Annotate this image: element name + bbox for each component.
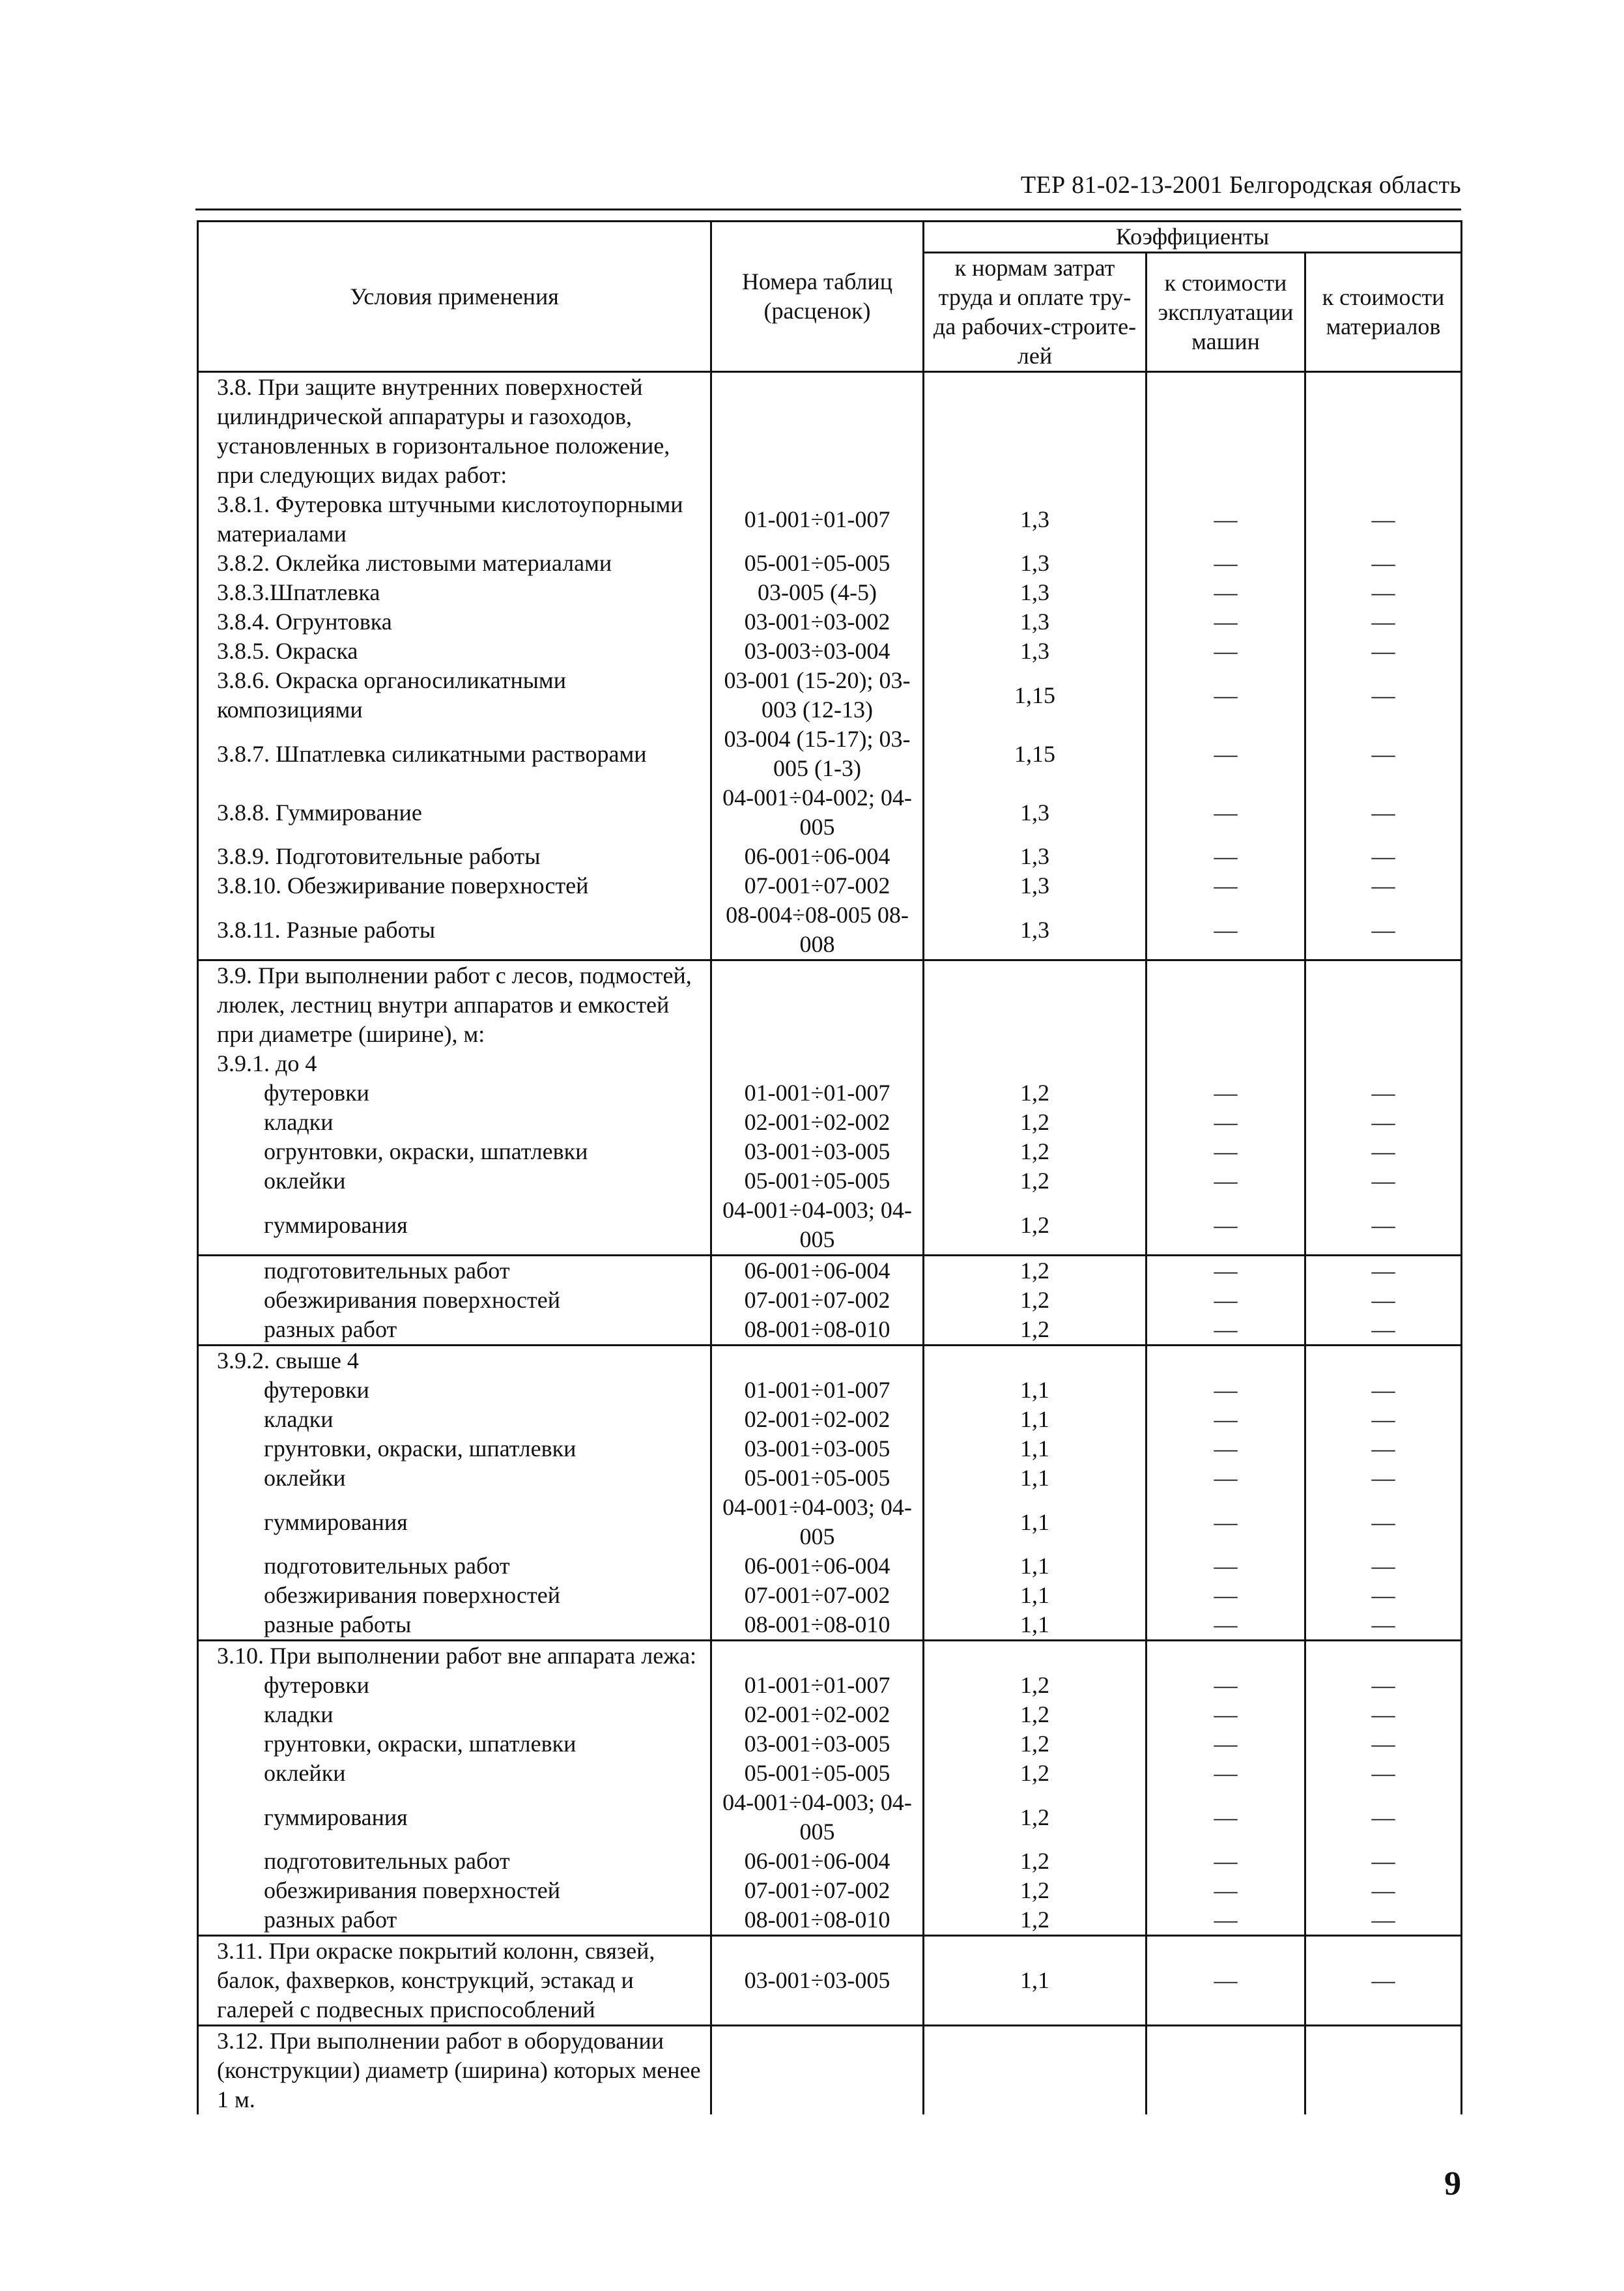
condition-cell: 3.8.6. Окраска органосиликатными композициями: [198, 666, 711, 725]
condition-cell: 3.12. При выполнении работ в оборудовании (конструкции) диаметр (ширина) которых менее 1 м.: [198, 2026, 711, 2115]
table-numbers-cell: 03-005 (4-5): [711, 578, 924, 607]
labor-coefficient-cell: 1,15: [924, 725, 1147, 783]
labor-coefficient-cell: [924, 960, 1147, 1050]
machines-coefficient-cell: —: [1147, 1463, 1305, 1493]
materials-coefficient-cell: [1305, 372, 1462, 491]
table-row: [198, 1700, 1462, 1729]
machines-coefficient-cell: —: [1147, 1376, 1305, 1405]
materials-coefficient-cell: [1305, 1049, 1462, 1078]
materials-coefficient-cell: —: [1305, 490, 1462, 549]
table-numbers-cell: 03-001÷03-002: [711, 607, 924, 637]
table-row: [198, 2026, 1462, 2115]
machines-coefficient-cell: —: [1147, 1493, 1305, 1551]
machines-coefficient-cell: —: [1147, 1078, 1305, 1108]
table-row: [198, 1610, 1462, 1641]
machines-coefficient-cell: —: [1147, 1108, 1305, 1137]
machines-coefficient-cell: [1147, 1346, 1305, 1376]
condition-cell: оклейки: [198, 1463, 711, 1493]
table-numbers-cell: 01-001÷01-007: [711, 1376, 924, 1405]
condition-cell: кладки: [198, 1405, 711, 1434]
table-numbers-cell: 05-001÷05-005: [711, 1463, 924, 1493]
machines-coefficient-cell: —: [1147, 607, 1305, 637]
condition-cell: 3.9. При выполнении работ с лесов, подмостей, люлек, лестниц внутри аппаратов и емкостей при диаметре (ширине), м:: [198, 960, 711, 1050]
materials-coefficient-cell: —: [1305, 1905, 1462, 1936]
materials-coefficient-cell: —: [1305, 1936, 1462, 2026]
condition-cell: кладки: [198, 1700, 711, 1729]
condition-cell: обезжиривания поверхностей: [198, 1286, 711, 1315]
table-row: [198, 960, 1462, 1050]
machines-coefficient-cell: —: [1147, 490, 1305, 549]
table-row: [198, 1196, 1462, 1256]
condition-cell: 3.8.9. Подготовительные работы: [198, 842, 711, 871]
condition-cell: грунтовки, окраски, шпатлевки: [198, 1434, 711, 1463]
labor-coefficient-cell: 1,3: [924, 549, 1147, 578]
table-row: [198, 1788, 1462, 1847]
materials-coefficient-cell: —: [1305, 842, 1462, 871]
header-tables: Номера таблиц (расценок): [711, 222, 924, 372]
machines-coefficient-cell: —: [1147, 783, 1305, 842]
table-row: [198, 1286, 1462, 1315]
labor-coefficient-cell: 1,2: [924, 1166, 1147, 1196]
materials-coefficient-cell: —: [1305, 1700, 1462, 1729]
table-row: [198, 1847, 1462, 1876]
table-row: [198, 1641, 1462, 1671]
machines-coefficient-cell: —: [1147, 1315, 1305, 1346]
labor-coefficient-cell: [924, 1641, 1147, 1671]
materials-coefficient-cell: —: [1305, 1315, 1462, 1346]
machines-coefficient-cell: —: [1147, 871, 1305, 901]
materials-coefficient-cell: —: [1305, 1137, 1462, 1166]
table-row: [198, 1551, 1462, 1581]
header-coefficients: Коэффициенты: [924, 222, 1462, 253]
materials-coefficient-cell: —: [1305, 578, 1462, 607]
materials-coefficient-cell: —: [1305, 1581, 1462, 1610]
table-numbers-cell: [711, 1641, 924, 1671]
materials-coefficient-cell: —: [1305, 1788, 1462, 1847]
table-row: [198, 549, 1462, 578]
labor-coefficient-cell: 1,1: [924, 1493, 1147, 1551]
table-row: [198, 1581, 1462, 1610]
condition-cell: 3.8.5. Окраска: [198, 637, 711, 666]
table-row: [198, 1876, 1462, 1905]
table-row: [198, 607, 1462, 637]
machines-coefficient-cell: —: [1147, 1729, 1305, 1759]
table-row: [198, 1759, 1462, 1788]
materials-coefficient-cell: —: [1305, 1078, 1462, 1108]
condition-cell: 3.8.7. Шпатлевка силикатными растворами: [198, 725, 711, 783]
labor-coefficient-cell: 1,3: [924, 607, 1147, 637]
machines-coefficient-cell: —: [1147, 1936, 1305, 2026]
table-body: [198, 372, 1462, 2115]
machines-coefficient-cell: —: [1147, 1847, 1305, 1876]
table-numbers-cell: 03-001÷03-005: [711, 1936, 924, 2026]
labor-coefficient-cell: 1,2: [924, 1759, 1147, 1788]
table-numbers-cell: 06-001÷06-004: [711, 1847, 924, 1876]
labor-coefficient-cell: 1,3: [924, 842, 1147, 871]
condition-cell: футеровки: [198, 1078, 711, 1108]
table-numbers-cell: [711, 372, 924, 491]
condition-cell: грунтовки, окраски, шпатлевки: [198, 1729, 711, 1759]
table-numbers-cell: 01-001÷01-007: [711, 490, 924, 549]
condition-cell: обезжиривания поверхностей: [198, 1876, 711, 1905]
condition-cell: оклейки: [198, 1166, 711, 1196]
table-numbers-cell: 07-001÷07-002: [711, 1286, 924, 1315]
condition-cell: оклейки: [198, 1759, 711, 1788]
materials-coefficient-cell: —: [1305, 725, 1462, 783]
labor-coefficient-cell: [924, 1346, 1147, 1376]
machines-coefficient-cell: [1147, 372, 1305, 491]
table-row: [198, 842, 1462, 871]
labor-coefficient-cell: 1,2: [924, 1876, 1147, 1905]
page-number: 9: [1444, 2165, 1461, 2202]
condition-cell: 3.8.4. Огрунтовка: [198, 607, 711, 637]
table-numbers-cell: 07-001÷07-002: [711, 1581, 924, 1610]
table-row: [198, 372, 1462, 491]
machines-coefficient-cell: [1147, 2026, 1305, 2115]
table-row: [198, 1936, 1462, 2026]
labor-coefficient-cell: 1,2: [924, 1137, 1147, 1166]
materials-coefficient-cell: —: [1305, 1759, 1462, 1788]
table-numbers-cell: 03-001÷03-005: [711, 1729, 924, 1759]
table-row: [198, 1671, 1462, 1700]
materials-coefficient-cell: —: [1305, 1876, 1462, 1905]
materials-coefficient-cell: [1305, 960, 1462, 1050]
labor-coefficient-cell: 1,1: [924, 1936, 1147, 2026]
table-row: [198, 1493, 1462, 1551]
materials-coefficient-cell: —: [1305, 1108, 1462, 1137]
materials-coefficient-cell: —: [1305, 549, 1462, 578]
machines-coefficient-cell: —: [1147, 1551, 1305, 1581]
table-numbers-cell: 01-001÷01-007: [711, 1078, 924, 1108]
materials-coefficient-cell: —: [1305, 1256, 1462, 1286]
labor-coefficient-cell: 1,2: [924, 1700, 1147, 1729]
labor-coefficient-cell: 1,1: [924, 1551, 1147, 1581]
table-numbers-cell: 07-001÷07-002: [711, 1876, 924, 1905]
table-row: [198, 1049, 1462, 1078]
labor-coefficient-cell: 1,1: [924, 1581, 1147, 1610]
condition-cell: подготовительных работ: [198, 1256, 711, 1286]
labor-coefficient-cell: 1,2: [924, 1108, 1147, 1137]
table-numbers-cell: 02-001÷02-002: [711, 1700, 924, 1729]
labor-coefficient-cell: 1,15: [924, 666, 1147, 725]
table-numbers-cell: 06-001÷06-004: [711, 1256, 924, 1286]
materials-coefficient-cell: —: [1305, 1376, 1462, 1405]
machines-coefficient-cell: —: [1147, 1671, 1305, 1700]
table-row: [198, 1376, 1462, 1405]
table-row: [198, 1137, 1462, 1166]
table-numbers-cell: 05-001÷05-005: [711, 549, 924, 578]
table-numbers-cell: 08-001÷08-010: [711, 1905, 924, 1936]
labor-coefficient-cell: 1,2: [924, 1256, 1147, 1286]
labor-coefficient-cell: [924, 2026, 1147, 2115]
machines-coefficient-cell: —: [1147, 1876, 1305, 1905]
table-row: [198, 871, 1462, 901]
materials-coefficient-cell: —: [1305, 1434, 1462, 1463]
condition-cell: 3.11. При окраске покрытий колонн, связей, балок, фахверков, конструкций, эстакад и галерей с подвесных приспособлений: [198, 1936, 711, 2026]
machines-coefficient-cell: —: [1147, 1286, 1305, 1315]
table-numbers-cell: 08-004÷08-005 08-008: [711, 901, 924, 960]
labor-coefficient-cell: 1,1: [924, 1610, 1147, 1641]
labor-coefficient-cell: [924, 372, 1147, 491]
machines-coefficient-cell: —: [1147, 901, 1305, 960]
machines-coefficient-cell: —: [1147, 725, 1305, 783]
machines-coefficient-cell: —: [1147, 1788, 1305, 1847]
labor-coefficient-cell: 1,2: [924, 1729, 1147, 1759]
machines-coefficient-cell: —: [1147, 1610, 1305, 1641]
materials-coefficient-cell: —: [1305, 1166, 1462, 1196]
labor-coefficient-cell: 1,3: [924, 901, 1147, 960]
condition-cell: кладки: [198, 1108, 711, 1137]
labor-coefficient-cell: 1,3: [924, 871, 1147, 901]
condition-cell: 3.8.3.Шпатлевка: [198, 578, 711, 607]
condition-cell: 3.8.8. Гуммирование: [198, 783, 711, 842]
machines-coefficient-cell: —: [1147, 1137, 1305, 1166]
table-numbers-cell: 04-001÷04-002; 04-005: [711, 783, 924, 842]
table-row: [198, 783, 1462, 842]
table-numbers-cell: 04-001÷04-003; 04-005: [711, 1196, 924, 1256]
table-numbers-cell: 05-001÷05-005: [711, 1759, 924, 1788]
labor-coefficient-cell: 1,2: [924, 1196, 1147, 1256]
materials-coefficient-cell: —: [1305, 1847, 1462, 1876]
header-conditions: Условия применения: [198, 222, 711, 372]
table-numbers-cell: 01-001÷01-007: [711, 1671, 924, 1700]
labor-coefficient-cell: [924, 1049, 1147, 1078]
table-numbers-cell: [711, 1049, 924, 1078]
table-row: [198, 1166, 1462, 1196]
condition-cell: гуммирования: [198, 1493, 711, 1551]
header-machines: к стоимости эксплуатации машин: [1147, 253, 1305, 372]
machines-coefficient-cell: —: [1147, 666, 1305, 725]
labor-coefficient-cell: 1,3: [924, 783, 1147, 842]
table-row: [198, 490, 1462, 549]
materials-coefficient-cell: —: [1305, 783, 1462, 842]
header-materials: к стоимости материалов: [1305, 253, 1462, 372]
materials-coefficient-cell: —: [1305, 1610, 1462, 1641]
table-row: [198, 901, 1462, 960]
labor-coefficient-cell: 1,1: [924, 1463, 1147, 1493]
table-numbers-cell: 03-001÷03-005: [711, 1434, 924, 1463]
condition-cell: подготовительных работ: [198, 1847, 711, 1876]
machines-coefficient-cell: —: [1147, 1905, 1305, 1936]
table-numbers-cell: 03-003÷03-004: [711, 637, 924, 666]
materials-coefficient-cell: [1305, 2026, 1462, 2115]
machines-coefficient-cell: [1147, 960, 1305, 1050]
machines-coefficient-cell: —: [1147, 1434, 1305, 1463]
labor-coefficient-cell: 1,1: [924, 1434, 1147, 1463]
condition-cell: футеровки: [198, 1376, 711, 1405]
table-row: [198, 1405, 1462, 1434]
condition-cell: 3.10. При выполнении работ вне аппарата лежа:: [198, 1641, 711, 1671]
table-row: [198, 1108, 1462, 1137]
materials-coefficient-cell: —: [1305, 1671, 1462, 1700]
table-row: [198, 725, 1462, 783]
condition-cell: футеровки: [198, 1671, 711, 1700]
labor-coefficient-cell: 1,3: [924, 637, 1147, 666]
table-numbers-cell: 04-001÷04-003; 04-005: [711, 1493, 924, 1551]
materials-coefficient-cell: —: [1305, 1493, 1462, 1551]
machines-coefficient-cell: —: [1147, 549, 1305, 578]
condition-cell: 3.8.10. Обезжиривание поверхностей: [198, 871, 711, 901]
table-row: [198, 666, 1462, 725]
table-numbers-cell: [711, 1346, 924, 1376]
machines-coefficient-cell: [1147, 1641, 1305, 1671]
machines-coefficient-cell: —: [1147, 1166, 1305, 1196]
materials-coefficient-cell: —: [1305, 901, 1462, 960]
machines-coefficient-cell: —: [1147, 842, 1305, 871]
table-numbers-cell: 03-004 (15-17); 03-005 (1-3): [711, 725, 924, 783]
materials-coefficient-cell: —: [1305, 1729, 1462, 1759]
labor-coefficient-cell: 1,2: [924, 1847, 1147, 1876]
condition-cell: 3.8. При защите внутренних поверхностей цилиндрической аппаратуры и газоходов, установленных в горизонтальное положение, при следующих видах работ:: [198, 372, 711, 491]
machines-coefficient-cell: —: [1147, 1196, 1305, 1256]
table-numbers-cell: [711, 2026, 924, 2115]
labor-coefficient-cell: 1,3: [924, 490, 1147, 549]
condition-cell: 3.9.2. свыше 4: [198, 1346, 711, 1376]
machines-coefficient-cell: —: [1147, 1581, 1305, 1610]
header-labor: к нормам затрат труда и оплате тру-да рабочих-строите-лей: [924, 253, 1147, 372]
table-numbers-cell: 02-001÷02-002: [711, 1405, 924, 1434]
materials-coefficient-cell: —: [1305, 666, 1462, 725]
labor-coefficient-cell: 1,2: [924, 1671, 1147, 1700]
labor-coefficient-cell: 1,2: [924, 1905, 1147, 1936]
table-numbers-cell: 04-001÷04-003; 04-005: [711, 1788, 924, 1847]
machines-coefficient-cell: —: [1147, 637, 1305, 666]
machines-coefficient-cell: —: [1147, 1256, 1305, 1286]
labor-coefficient-cell: 1,2: [924, 1315, 1147, 1346]
materials-coefficient-cell: —: [1305, 637, 1462, 666]
table-numbers-cell: 03-001÷03-005: [711, 1137, 924, 1166]
materials-coefficient-cell: —: [1305, 1196, 1462, 1256]
labor-coefficient-cell: 1,1: [924, 1405, 1147, 1434]
labor-coefficient-cell: 1,1: [924, 1376, 1147, 1405]
table-numbers-cell: [711, 960, 924, 1050]
labor-coefficient-cell: 1,2: [924, 1286, 1147, 1315]
table-numbers-cell: 06-001÷06-004: [711, 842, 924, 871]
machines-coefficient-cell: —: [1147, 1759, 1305, 1788]
materials-coefficient-cell: —: [1305, 871, 1462, 901]
document-header-title: ТЕР 81-02-13-2001 Белгородская область: [1020, 171, 1461, 199]
coefficients-table: [197, 220, 1462, 2114]
table-row: [198, 1905, 1462, 1936]
condition-cell: 3.8.1. Футеровка штучными кислотоупорными материалами: [198, 490, 711, 549]
machines-coefficient-cell: —: [1147, 578, 1305, 607]
header-rule: [195, 209, 1461, 210]
labor-coefficient-cell: 1,2: [924, 1078, 1147, 1108]
table-row: [198, 578, 1462, 607]
table-row: [198, 1434, 1462, 1463]
table-row: [198, 1315, 1462, 1346]
table-numbers-cell: 03-001 (15-20); 03-003 (12-13): [711, 666, 924, 725]
machines-coefficient-cell: —: [1147, 1405, 1305, 1434]
materials-coefficient-cell: [1305, 1346, 1462, 1376]
table-numbers-cell: 08-001÷08-010: [711, 1315, 924, 1346]
table-numbers-cell: 06-001÷06-004: [711, 1551, 924, 1581]
table-row: [198, 1346, 1462, 1376]
table-numbers-cell: 05-001÷05-005: [711, 1166, 924, 1196]
condition-cell: подготовительных работ: [198, 1551, 711, 1581]
condition-cell: огрунтовки, окраски, шпатлевки: [198, 1137, 711, 1166]
condition-cell: 3.8.11. Разные работы: [198, 901, 711, 960]
materials-coefficient-cell: —: [1305, 1405, 1462, 1434]
condition-cell: гуммирования: [198, 1788, 711, 1847]
table-row: [198, 1463, 1462, 1493]
labor-coefficient-cell: 1,3: [924, 578, 1147, 607]
table-row: [198, 1729, 1462, 1759]
labor-coefficient-cell: 1,2: [924, 1788, 1147, 1847]
condition-cell: 3.8.2. Оклейка листовыми материалами: [198, 549, 711, 578]
condition-cell: разные работы: [198, 1610, 711, 1641]
condition-cell: гуммирования: [198, 1196, 711, 1256]
table-numbers-cell: 07-001÷07-002: [711, 871, 924, 901]
table-row: [198, 1078, 1462, 1108]
table-row: [198, 637, 1462, 666]
condition-cell: обезжиривания поверхностей: [198, 1581, 711, 1610]
condition-cell: разных работ: [198, 1315, 711, 1346]
table-row: [198, 1256, 1462, 1286]
machines-coefficient-cell: —: [1147, 1700, 1305, 1729]
materials-coefficient-cell: —: [1305, 1463, 1462, 1493]
table-numbers-cell: 08-001÷08-010: [711, 1610, 924, 1641]
materials-coefficient-cell: —: [1305, 1286, 1462, 1315]
materials-coefficient-cell: [1305, 1641, 1462, 1671]
table-numbers-cell: 02-001÷02-002: [711, 1108, 924, 1137]
condition-cell: 3.9.1. до 4: [198, 1049, 711, 1078]
condition-cell: разных работ: [198, 1905, 711, 1936]
materials-coefficient-cell: —: [1305, 1551, 1462, 1581]
machines-coefficient-cell: [1147, 1049, 1305, 1078]
materials-coefficient-cell: —: [1305, 607, 1462, 637]
